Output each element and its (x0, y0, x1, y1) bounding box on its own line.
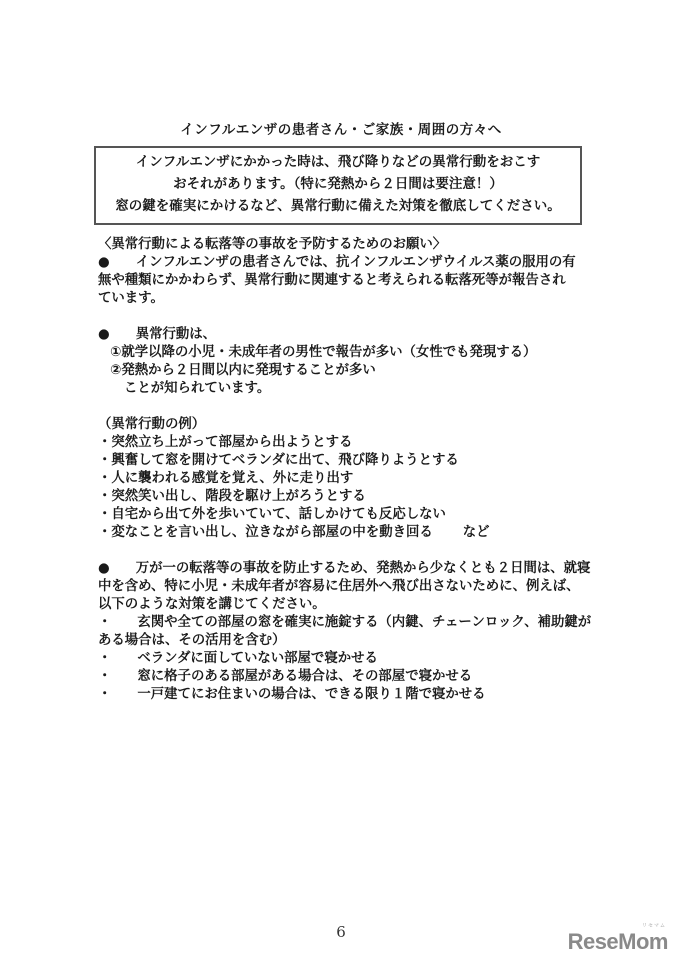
watermark-logo-subtext: リセマム (642, 923, 666, 929)
list-item: ②発熱から２日間以内に発現することが多い (110, 363, 376, 378)
document-title: インフルエンザの患者さん・ご家族・周囲の方々へ (180, 122, 502, 138)
measures-list (98, 614, 592, 704)
list-item: ・突然立ち上がって部屋から出ようとする (98, 435, 353, 450)
list-item: 一戸建てにお住まいの場合は、できる限り１階で寝かせる (137, 687, 486, 702)
bullet-icon: ● (98, 561, 110, 576)
examples-heading: （異常行動の例） (98, 417, 206, 432)
list-marker: ・ (98, 669, 112, 684)
list-item: ・興奮して窓を開けてベランダに出て、飛び降りようとする (98, 453, 459, 468)
paragraph-text: ています。 (98, 291, 164, 306)
bullet-icon: ● (98, 255, 110, 270)
paragraph-text: インフルエンザの患者さんでは、抗インフルエンザウイルス薬の服用の有 (135, 255, 576, 270)
list-item: ベランダに面していない部屋で寝かせる (137, 651, 378, 666)
watermark-logo: ReseMom (567, 929, 668, 954)
paragraph-text: 無や種類にかかわらず、異常行動に関連すると考えられる転落死等が報告され (98, 273, 566, 288)
notice-line: おそれがあります。（特に発熱から２日間は要注意！） (173, 176, 503, 192)
list-item-continuation: ある場合は、その活用を含む） (98, 633, 286, 648)
examples-section (98, 416, 586, 542)
list-item: ・自宅から出て外を歩いていて、話しかけても反応しない (98, 507, 446, 522)
paragraph-text: 万が一の転落等の事故を防止するため、発熱から少なくとも２日間は、就寝 (135, 561, 591, 576)
paragraph-prevention (98, 560, 591, 614)
page-number: 6 (336, 923, 346, 941)
list-marker: ・ (98, 687, 112, 702)
paragraph-text: 以下のような対策を講じてください。 (98, 597, 326, 612)
paragraph-characteristics (98, 326, 586, 398)
warning-notice-box (94, 146, 582, 225)
list-marker: ・ (98, 615, 112, 630)
bullet-icon: ● (98, 327, 110, 342)
paragraph-reports (98, 254, 586, 308)
paragraph-text: 中を含め、特に小児・未成年者が容易に住居外へ飛び出さないために、例えば、 (98, 579, 580, 594)
list-item: 玄関や全ての部屋の窓を確実に施錠する（内鍵、チェーンロック、補助鍵が (137, 615, 592, 630)
document-body (98, 236, 592, 704)
section-heading: 〈異常行動による転落等の事故を予防するためのお願い〉 (98, 237, 447, 252)
list-marker: ・ (98, 651, 112, 666)
list-item: 窓に格子のある部屋がある場合は、その部屋で寝かせる (137, 669, 473, 684)
list-item: ・突然笑い出し、階段を駆け上がろうとする (98, 489, 366, 504)
notice-line: 窓の鍵を確実にかけるなど、異常行動に備えた対策を徹底してください。 (115, 198, 561, 214)
notice-line: インフルエンザにかかった時は、飛び降りなどの異常行動をおこす (135, 154, 541, 170)
paragraph-lead: 異常行動は、 (135, 327, 217, 342)
examples-trailing: など (462, 525, 490, 540)
list-item: ・人に襲われる感覚を覚え、外に走り出す (98, 471, 354, 486)
list-item: ・変なことを言い出し、泣きながら部屋の中を動き回る (98, 525, 433, 540)
paragraph-closing: ことが知られています。 (124, 381, 271, 396)
list-item: ①就学以降の小児・未成年者の男性で報告が多い（女性でも発現する） (110, 345, 537, 360)
